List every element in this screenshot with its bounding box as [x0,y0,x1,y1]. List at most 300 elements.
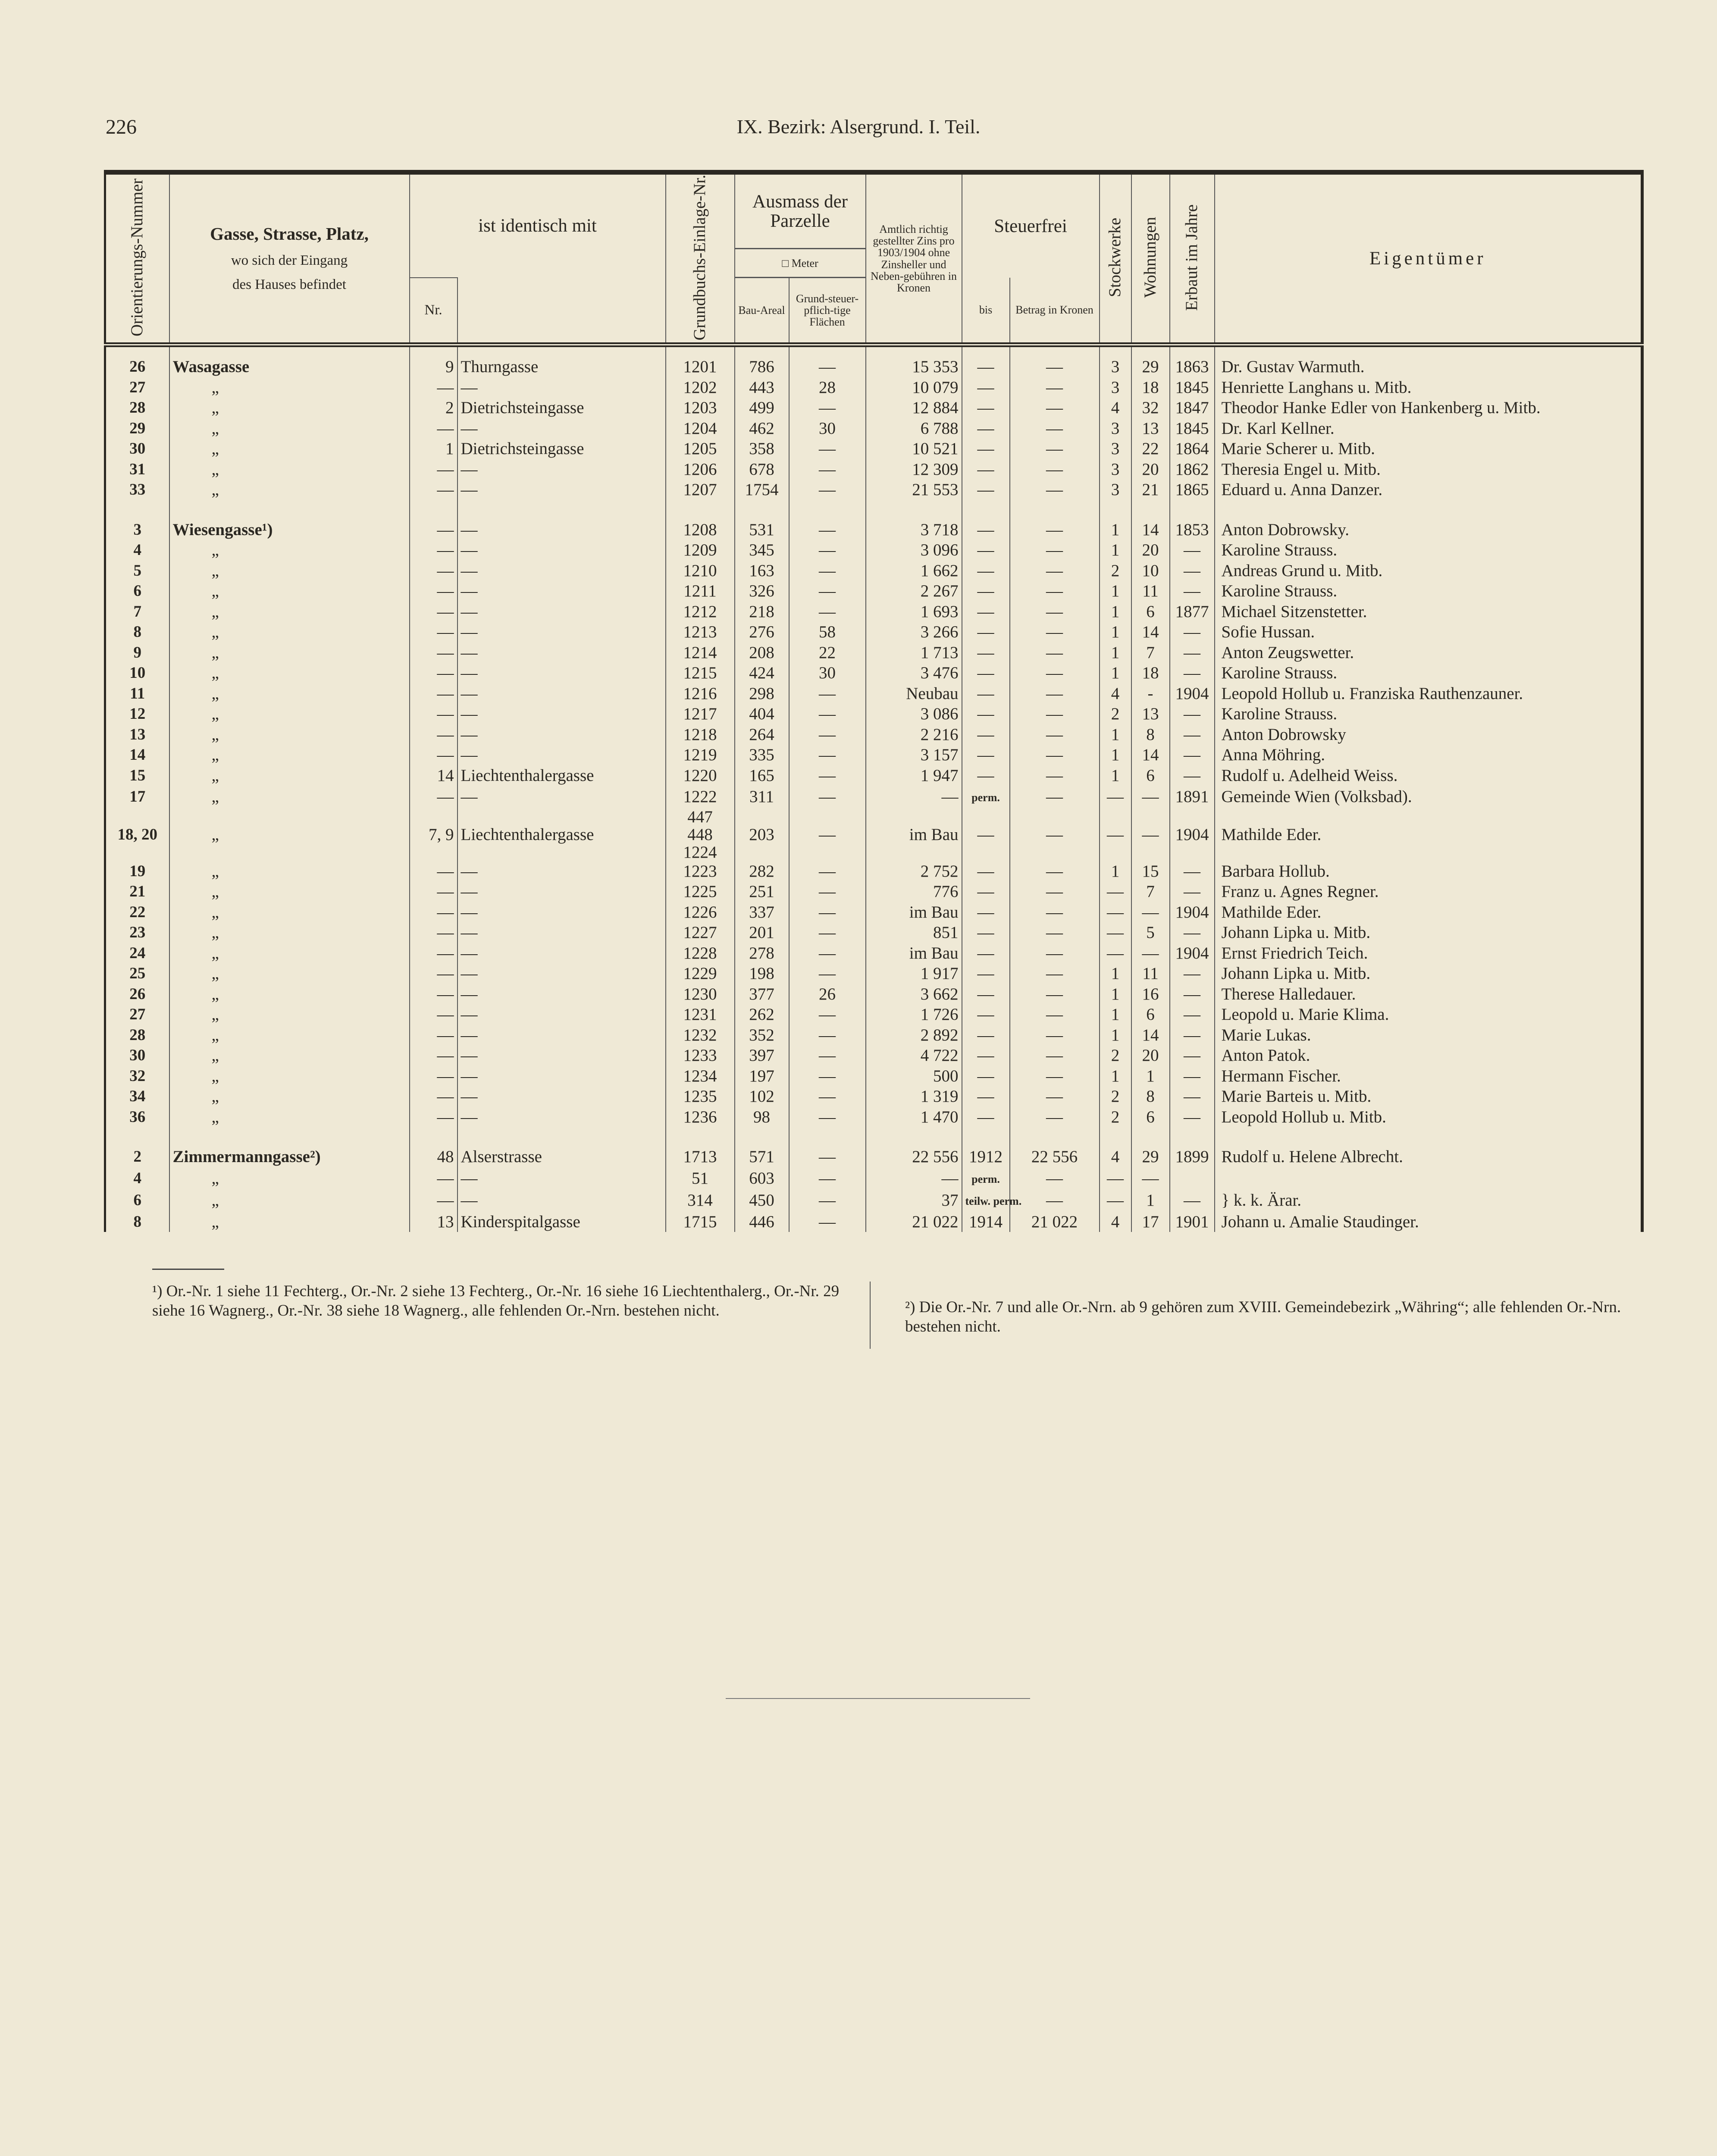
cell-gasse: „ [169,765,410,786]
cell-bis: — [962,622,1010,642]
cell-grund: — [789,745,866,765]
cell-bis: — [962,765,1010,786]
cell-owner: Johann u. Amalie Staudinger. [1215,1212,1642,1232]
cell-ident: — [457,724,666,745]
cell-stock: 1 [1100,1004,1131,1025]
cell-zins: 12 884 [866,398,962,418]
cell-betrag: — [1010,1025,1100,1046]
cell-gb: 1208 [666,520,735,540]
cell-stock: 4 [1100,683,1131,704]
cell-owner: Anton Zeugswetter. [1215,642,1642,663]
cell-bau: 282 [735,861,789,882]
cell-gb: 1234 [666,1066,735,1087]
cell-gasse: „ [169,1107,410,1128]
cell-gb: 1218 [666,724,735,745]
cell-gasse: „ [169,1004,410,1025]
cell-betrag: — [1010,683,1100,704]
cell-ident: — [457,520,666,540]
cell-bis: — [962,459,1010,480]
cell-zins: 1 693 [866,602,962,622]
cell-bis: — [962,724,1010,745]
cell-erbaut: 1862 [1170,459,1215,480]
cell-gasse: „ [169,540,410,561]
cell-stock: — [1100,922,1131,943]
table-row [105,683,1642,704]
cell-bau: 499 [735,398,789,418]
cell-bau: 462 [735,418,789,439]
cell-betrag: — [1010,602,1100,622]
cell-grund: — [789,881,866,902]
cell-ident: Alserstrasse [457,1147,666,1167]
table-row [105,1086,1642,1107]
cell-bau: 603 [735,1167,789,1190]
cell-gasse: „ [169,1045,410,1066]
cell-bau: 197 [735,1066,789,1087]
cell-owner: Johann Lipka u. Mitb. [1215,963,1642,984]
cell-bis: — [962,1045,1010,1066]
cell-ident: — [457,861,666,882]
header-gasse: Gasse, Strasse, Platz, wo sich der Eingang des Hauses befindet [169,172,410,345]
cell-betrag: — [1010,808,1100,861]
cell-wohn: — [1131,786,1170,808]
cell-erbaut: — [1170,984,1215,1005]
cell-or: 8 [105,622,169,642]
cell-ident: — [457,642,666,663]
cell-wohn: 8 [1131,1086,1170,1107]
cell-zins: 851 [866,922,962,943]
cell-owner: Marie Barteis u. Mitb. [1215,1086,1642,1107]
cell-gb: 1226 [666,902,735,923]
table-row [105,881,1642,902]
cell-wohn: 6 [1131,602,1170,622]
cell-stock: 1 [1100,963,1131,984]
spacer-cell [105,1127,169,1147]
cell-bis: — [962,1066,1010,1087]
cell-ident: Liechtenthalergasse [457,765,666,786]
cell-or: 24 [105,943,169,964]
cell-bis: 1912 [962,1147,1010,1167]
cell-wohn: 20 [1131,459,1170,480]
cell-gasse: Zimmermanngasse²) [169,1147,410,1167]
cell-grund: — [789,963,866,984]
table-row [105,984,1642,1005]
header-identisch: ist identisch mit [410,172,666,278]
cell-stock: 1 [1100,581,1131,602]
cell-gasse: „ [169,745,410,765]
cell-grund: — [789,1189,866,1212]
cell-ident: — [457,943,666,964]
cell-grund: — [789,704,866,724]
cell-wohn: 10 [1131,561,1170,581]
cell-gb: 1205 [666,439,735,459]
cell-zins: 37 [866,1189,962,1212]
cell-stock: 2 [1100,1107,1131,1128]
cell-or: 9 [105,642,169,663]
cell-gasse: „ [169,963,410,984]
cell-betrag: — [1010,642,1100,663]
cell-gb: 1225 [666,881,735,902]
cell-stock: 1 [1100,1066,1131,1087]
cell-betrag: — [1010,479,1100,500]
cell-erbaut: — [1170,881,1215,902]
cell-nr: — [410,622,457,642]
cell-grund: — [789,540,866,561]
spacer-cell [1170,1127,1215,1147]
cell-stock: 1 [1100,765,1131,786]
spacer-cell [866,1127,962,1147]
cell-bis: — [962,377,1010,398]
cell-ident: — [457,963,666,984]
cell-ident: — [457,663,666,683]
cell-nr: — [410,963,457,984]
cell-grund: — [789,581,866,602]
cell-grund: — [789,902,866,923]
cell-zins: 3 718 [866,520,962,540]
cell-zins: 4 722 [866,1045,962,1066]
cell-owner: Rudolf u. Adelheid Weiss. [1215,765,1642,786]
cell-bis: — [962,902,1010,923]
cell-bau: 678 [735,459,789,480]
cell-or: 15 [105,765,169,786]
table-row [105,1107,1642,1128]
cell-grund: — [789,439,866,459]
cell-or: 28 [105,1025,169,1046]
cell-erbaut: 1904 [1170,902,1215,923]
cell-betrag: — [1010,881,1100,902]
cell-grund: — [789,808,866,861]
cell-zins: 1 470 [866,1107,962,1128]
cell-bau: 278 [735,943,789,964]
cell-owner: Marie Scherer u. Mitb. [1215,439,1642,459]
cell-zins: — [866,786,962,808]
cell-owner: Leopold u. Marie Klima. [1215,1004,1642,1025]
cell-nr: — [410,561,457,581]
cell-erbaut: — [1170,724,1215,745]
table-row [105,1025,1642,1046]
cell-bau: 446 [735,1212,789,1232]
table-row [105,622,1642,642]
cell-gb: 1231 [666,1004,735,1025]
cell-gb: 1211 [666,581,735,602]
cell-betrag: — [1010,922,1100,943]
cell-bau: 443 [735,377,789,398]
cell-bau: 251 [735,881,789,902]
group-spacer [105,500,1642,520]
spacer-cell [1131,1127,1170,1147]
cell-nr: 9 [410,345,457,377]
cell-zins: 2 752 [866,861,962,882]
cell-or: 7 [105,602,169,622]
cell-bis: — [962,663,1010,683]
spacer-cell [666,500,735,520]
table-row [105,1212,1642,1232]
cell-gb: 1201 [666,345,735,377]
cell-gasse: „ [169,398,410,418]
cell-wohn: — [1131,943,1170,964]
cell-grund: — [789,786,866,808]
cell-grund: 22 [789,642,866,663]
cell-gb: 1217 [666,704,735,724]
cell-nr: — [410,1189,457,1212]
table-row [105,1147,1642,1167]
cell-bis: — [962,1107,1010,1128]
cell-or: 22 [105,902,169,923]
cell-ident: — [457,683,666,704]
cell-bau: 98 [735,1107,789,1128]
table-row [105,418,1642,439]
running-head: IX. Bezirk: Alsergrund. I. Teil. [736,116,981,138]
cell-ident: — [457,1086,666,1107]
cell-bau: 786 [735,345,789,377]
cell-or: 11 [105,683,169,704]
cell-grund: — [789,922,866,943]
cell-bis: — [962,1086,1010,1107]
cell-grund: — [789,765,866,786]
header-steuerfrei: Steuerfrei [962,172,1100,278]
cell-owner: } k. k. Ärar. [1215,1189,1642,1212]
cell-bis: — [962,943,1010,964]
spacer-cell [410,1127,457,1147]
cell-betrag: — [1010,984,1100,1005]
cell-owner: Anton Patok. [1215,1045,1642,1066]
cell-owner: Karoline Strauss. [1215,540,1642,561]
cell-or: 33 [105,479,169,500]
cell-stock: — [1100,1167,1131,1190]
cell-ident: — [457,1167,666,1190]
cell-owner: Franz u. Agnes Regner. [1215,881,1642,902]
cell-zins: im Bau [866,943,962,964]
table-row [105,922,1642,943]
cell-or: 29 [105,418,169,439]
footnote-divider [870,1282,871,1349]
property-table [104,170,1644,1232]
cell-wohn: 16 [1131,984,1170,1005]
cell-gasse: „ [169,418,410,439]
spacer-cell [1170,500,1215,520]
cell-wohn: 5 [1131,922,1170,943]
table-row [105,745,1642,765]
cell-ident: Thurngasse [457,345,666,377]
cell-grund: — [789,1025,866,1046]
cell-owner: Gemeinde Wien (Volksbad). [1215,786,1642,808]
cell-owner: Eduard u. Anna Danzer. [1215,479,1642,500]
cell-nr: — [410,479,457,500]
cell-erbaut: — [1170,663,1215,683]
cell-or: 12 [105,704,169,724]
cell-gb: 1215 [666,663,735,683]
cell-gb: 1220 [666,765,735,786]
cell-bau: 326 [735,581,789,602]
cell-gb: 1213 [666,622,735,642]
cell-grund: — [789,1107,866,1128]
cell-wohn: 1 [1131,1189,1170,1212]
cell-bis: — [962,963,1010,984]
cell-erbaut: — [1170,1086,1215,1107]
cell-betrag: — [1010,943,1100,964]
cell-grund: — [789,1212,866,1232]
cell-betrag: — [1010,622,1100,642]
cell-bis: — [962,881,1010,902]
cell-wohn: 14 [1131,745,1170,765]
cell-owner: Marie Lukas. [1215,1025,1642,1046]
cell-zins: 15 353 [866,345,962,377]
cell-owner: Karoline Strauss. [1215,581,1642,602]
cell-ident: Dietrichsteingasse [457,398,666,418]
cell-bis: — [962,1004,1010,1025]
cell-betrag: — [1010,1107,1100,1128]
cell-gb: 1227 [666,922,735,943]
cell-grund: — [789,724,866,745]
cell-zins: 3 157 [866,745,962,765]
einlage-nr: 447 [687,807,713,826]
cell-stock: 1 [1100,724,1131,745]
cell-wohn: 29 [1131,1147,1170,1167]
cell-or: 8 [105,1212,169,1232]
cell-owner: Theresia Engel u. Mitb. [1215,459,1642,480]
table-row [105,345,1642,377]
cell-zins: Neubau [866,683,962,704]
cell-ident: — [457,1004,666,1025]
cell-ident: — [457,902,666,923]
tax-exempt-perm: perm. [971,791,1000,804]
cell-grund: 30 [789,663,866,683]
cell-nr: — [410,418,457,439]
cell-zins: 21 553 [866,479,962,500]
cell-gb: 1216 [666,683,735,704]
cell-erbaut: — [1170,704,1215,724]
cell-ident: — [457,1189,666,1212]
cell-bis: — [962,704,1010,724]
cell-wohn: — [1131,902,1170,923]
cell-stock: — [1100,786,1131,808]
cell-bau: 203 [735,808,789,861]
table-row [105,377,1642,398]
cell-gb: 1214 [666,642,735,663]
cell-betrag: — [1010,540,1100,561]
cell-gb: 1203 [666,398,735,418]
cell-bis: — [962,602,1010,622]
cell-gasse: „ [169,861,410,882]
cell-erbaut: — [1170,581,1215,602]
spacer-cell [1010,1127,1100,1147]
cell-betrag: 21 022 [1010,1212,1100,1232]
cell-bis: — [962,683,1010,704]
cell-gasse: „ [169,1086,410,1107]
cell-zins: 1 947 [866,765,962,786]
cell-gb: 51 [666,1167,735,1190]
cell-wohn: 7 [1131,642,1170,663]
cell-nr: — [410,786,457,808]
cell-stock: 2 [1100,1045,1131,1066]
cell-gasse: „ [169,1066,410,1087]
cell-erbaut: 1901 [1170,1212,1215,1232]
cell-stock: 3 [1100,345,1131,377]
table-row [105,724,1642,745]
cell-grund: — [789,1086,866,1107]
cell-or: 27 [105,1004,169,1025]
cell-erbaut: 1845 [1170,377,1215,398]
spacer-cell [1131,500,1170,520]
cell-gasse: „ [169,602,410,622]
cell-nr: — [410,1045,457,1066]
cell-or: 19 [105,861,169,882]
cell-stock: — [1100,808,1131,861]
cell-nr: 7, 9 [410,808,457,861]
cell-bis: — [962,922,1010,943]
header-zins: Amtlich richtig gestellter Zins pro 1903/1904 ohne Zinsheller und Neben-gebühren in Kronen [866,172,962,345]
spacer-cell [735,500,789,520]
cell-betrag: — [1010,439,1100,459]
cell-erbaut: 1853 [1170,520,1215,540]
cell-wohn: 6 [1131,1004,1170,1025]
cell-grund: — [789,1066,866,1087]
spacer-cell [789,500,866,520]
cell-gb: 1210 [666,561,735,581]
cell-erbaut: 1877 [1170,602,1215,622]
cell-erbaut: 1891 [1170,786,1215,808]
cell-or: 31 [105,459,169,480]
cell-zins: — [866,1167,962,1190]
cell-grund: — [789,561,866,581]
cell-bau: 358 [735,439,789,459]
table-row [105,581,1642,602]
cell-erbaut: — [1170,1189,1215,1212]
cell-erbaut: — [1170,561,1215,581]
cell-wohn: 32 [1131,398,1170,418]
cell-nr: — [410,861,457,882]
cell-nr: — [410,683,457,704]
table-row [105,1045,1642,1066]
table-row [105,459,1642,480]
cell-gasse: „ [169,479,410,500]
spacer-cell [169,1127,410,1147]
cell-grund: — [789,1004,866,1025]
cell-bau: 201 [735,922,789,943]
cell-gasse: „ [169,581,410,602]
cell-bis: — [962,479,1010,500]
cell-stock: 1 [1100,602,1131,622]
tax-exempt-perm: teilw. perm. [965,1195,1022,1208]
cell-owner: Dr. Karl Kellner. [1215,418,1642,439]
einlage-nr: 448 [687,825,713,844]
cell-wohn: 17 [1131,1212,1170,1232]
page-number: 226 [106,116,137,138]
cell-erbaut: 1865 [1170,479,1215,500]
cell-or: 2 [105,1147,169,1167]
footnote-rule [152,1269,224,1270]
cell-gb: 1207 [666,479,735,500]
cell-owner: Anton Dobrowsky [1215,724,1642,745]
cell-grund: — [789,943,866,964]
cell-wohn: 7 [1131,881,1170,902]
cell-betrag: — [1010,765,1100,786]
cell-ident: — [457,561,666,581]
cell-ident: Liechtenthalergasse [457,808,666,861]
cell-stock: — [1100,902,1131,923]
cell-bis: — [962,540,1010,561]
cell-gb: 1715 [666,1212,735,1232]
cell-or: 13 [105,724,169,745]
cell-wohn: 13 [1131,704,1170,724]
cell-erbaut: 1863 [1170,345,1215,377]
cell-zins: 12 309 [866,459,962,480]
cell-nr: — [410,581,457,602]
cell-gb: 1232 [666,1025,735,1046]
cell-erbaut: — [1170,745,1215,765]
cell-stock: — [1100,1189,1131,1212]
cell-owner [1215,1167,1642,1190]
table-row [105,1004,1642,1025]
